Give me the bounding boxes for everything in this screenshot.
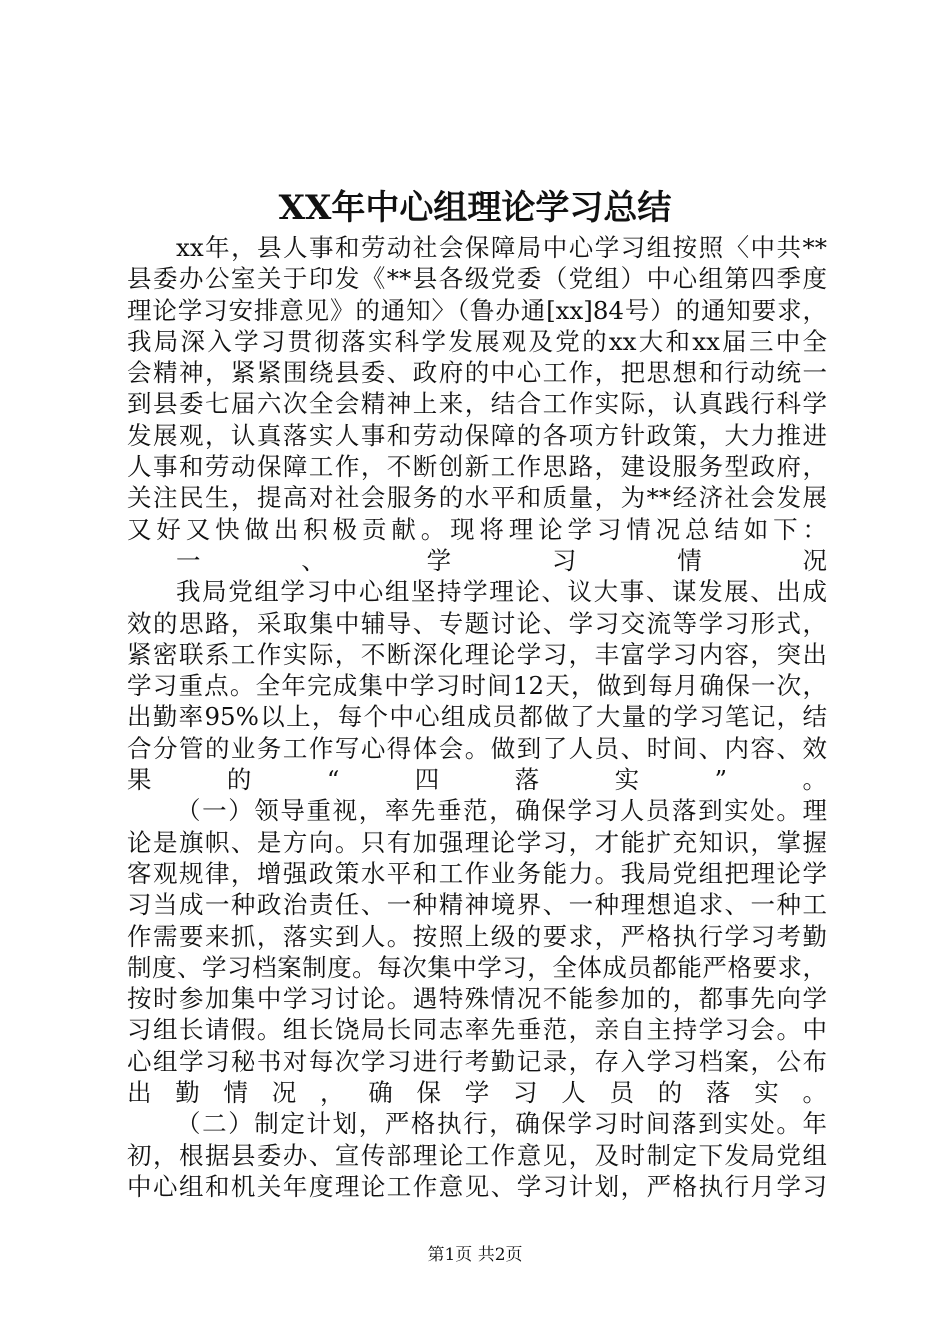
text-line: 理论学习安排意见》的通知〉（鲁办通[xx]84号）的通知要求， [127, 295, 827, 325]
text-line: 论是旗帜、是方向。只有加强理论学习，才能扩充知识，掌握 [127, 827, 827, 857]
text-line: 我局党组学习中心组坚持学理论、议大事、谋发展、出成 [176, 577, 827, 607]
text-line: 发展观，认真落实人事和劳动保障的各项方针政策，大力推进 [127, 420, 827, 450]
text-line: 习当成一种政治责任、一种精神境界、一种理想追求、一种工 [127, 890, 827, 920]
paragraph [127, 232, 827, 545]
text-line: 合分管的业务工作写心得体会。做到了人员、时间、内容、效 [127, 733, 827, 763]
text-line: 效的思路，采取集中辅导、专题讨论、学习交流等学习形式， [127, 608, 827, 638]
text-line: 果的“四落实”。 [127, 765, 827, 795]
text-line: （二）制定计划，严格执行，确保学习时间落到实处。年 [176, 1109, 827, 1139]
text-line: 一、学习情况 [176, 545, 827, 575]
text-line: 关注民生，提高对社会服务的水平和质量，为**经济社会发展 [127, 483, 827, 513]
text-line: 又好又快做出积极贡献。现将理论学习情况总结如下： [127, 514, 827, 544]
text-line: 人事和劳动保障工作，不断创新工作思路，建设服务型政府， [127, 452, 827, 482]
text-line: 出勤情况，确保学习人员的落实。 [127, 1078, 827, 1108]
page-footer: 第1页 共2页 [427, 1245, 523, 1265]
text-line: 客观规律，增强政策水平和工作业务能力。我局党组把理论学 [127, 858, 827, 888]
text-line: 出勤率95%以上，每个中心组成员都做了大量的学习笔记，结 [127, 702, 827, 732]
paragraph [127, 795, 827, 1108]
text-line: 我局深入学习贯彻落实科学发展观及党的xx大和xx届三中全 [127, 326, 827, 356]
text-line: 初，根据县委办、宣传部理论工作意见，及时制定下发局党组 [127, 1140, 827, 1170]
text-line: 县委办公室关于印发《**县各级党委（党组）中心组第四季度 [127, 264, 827, 294]
text-line: 习组长请假。组长饶局长同志率先垂范，亲自主持学习会。中 [127, 1015, 827, 1045]
text-line: 制度、学习档案制度。每次集中学习，全体成员都能严格要求， [127, 952, 827, 982]
document-body [127, 232, 827, 1202]
paragraph [127, 545, 827, 576]
text-line: xx年，县人事和劳动社会保障局中心学习组按照〈中共** [176, 233, 827, 262]
text-line: 按时参加集中学习讨论。遇特殊情况不能参加的，都事先向学 [127, 984, 827, 1014]
document-title: XX年中心组理论学习总结 [278, 188, 672, 228]
text-line: 会精神，紧紧围绕县委、政府的中心工作，把思想和行动统一 [127, 358, 827, 388]
text-line: （一）领导重视，率先垂范，确保学习人员落到实处。理 [176, 796, 827, 826]
text-line: 心组学习秘书对每次学习进行考勤记录，存入学习档案，公布 [127, 1046, 827, 1076]
text-line: 紧密联系工作实际，不断深化理论学习，丰富学习内容，突出 [127, 639, 827, 669]
text-line: 学习重点。全年完成集中学习时间12天，做到每月确保一次， [127, 671, 827, 701]
paragraph [127, 1108, 827, 1202]
text-line: 到县委七届六次全会精神上来，结合工作实际，认真践行科学 [127, 389, 827, 419]
paragraph [127, 576, 827, 795]
text-line: 中心组和机关年度理论工作意见、学习计划，严格执行月学习 [127, 1171, 827, 1201]
text-line: 作需要来抓，落实到人。按照上级的要求，严格执行学习考勤 [127, 921, 827, 951]
